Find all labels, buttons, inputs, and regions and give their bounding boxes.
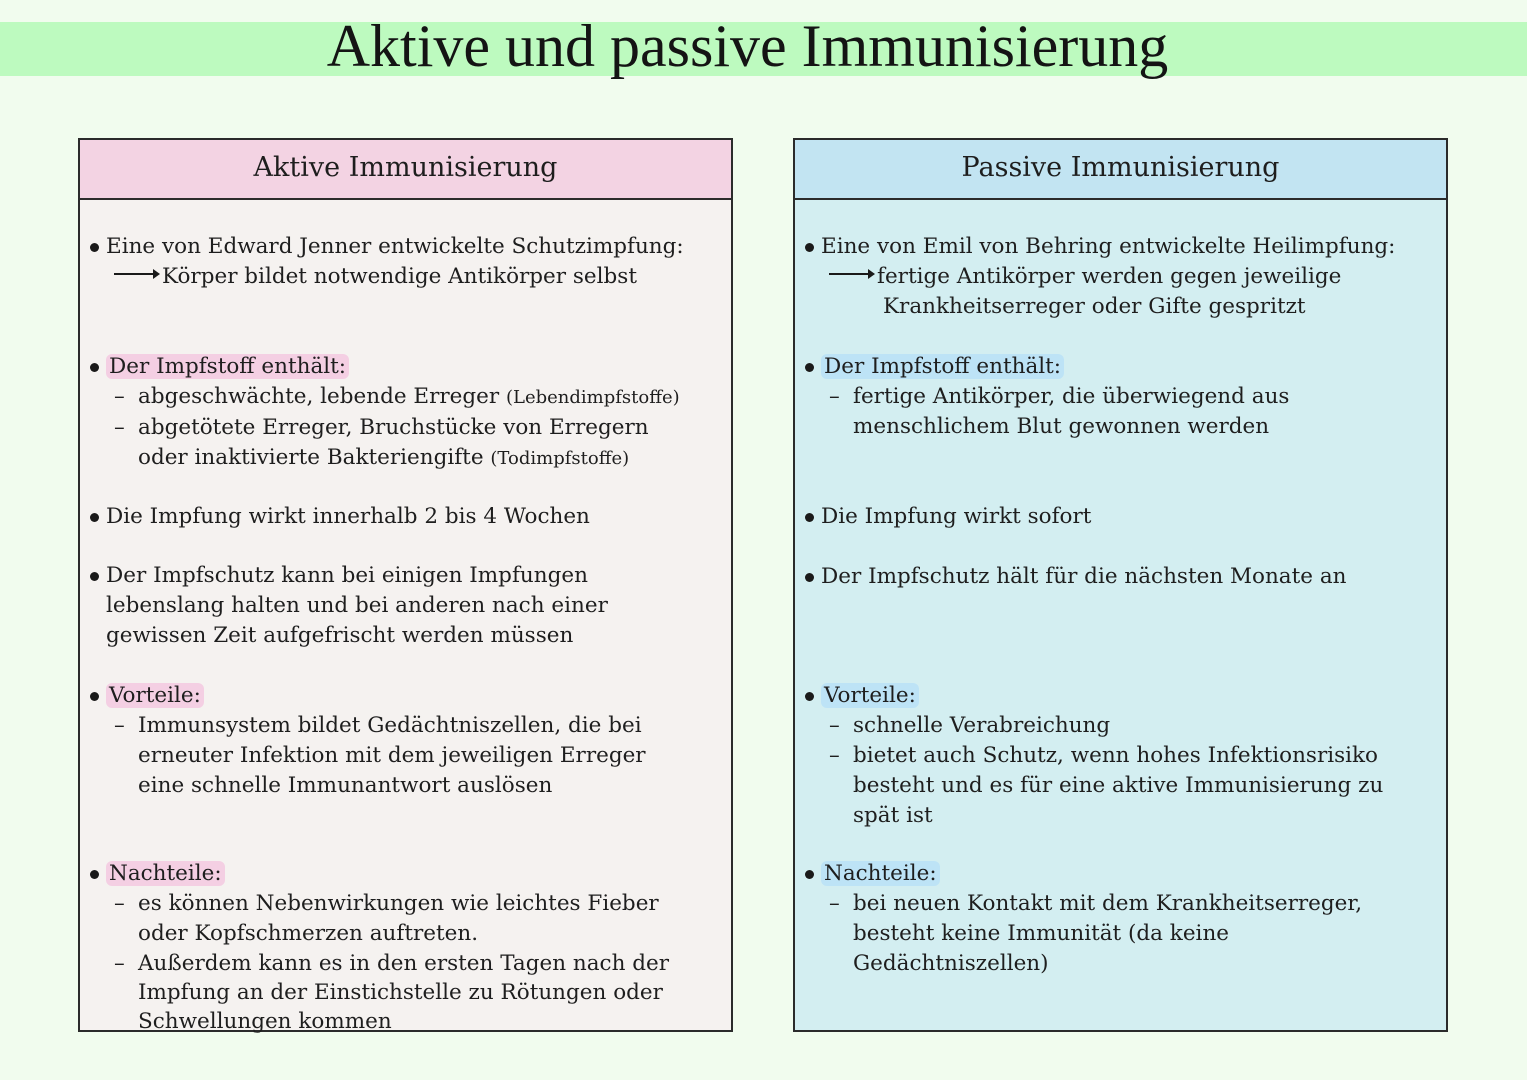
active-advantages-heading: Vorteile: xyxy=(106,683,204,708)
active-disadvantages-item-1-line-2: oder Kopfschmerzen auftreten. xyxy=(138,921,479,946)
passive-advantages-item-1-text: schnelle Verabreichung xyxy=(853,713,1111,738)
active-onset-text: Die Impfung wirkt innerhalb 2 bis 4 Wochen xyxy=(88,502,727,532)
active-vaccine-item-1-text: abgeschwächte, lebende Erreger xyxy=(138,384,500,409)
active-duration xyxy=(88,561,727,651)
active-disadvantages-heading-line xyxy=(88,859,727,889)
passive-advantages-heading-line xyxy=(803,681,1442,711)
page-title: Aktive und passive Immunisierung xyxy=(326,13,1169,79)
active-disadvantages-item-2 xyxy=(88,949,727,978)
active-vaccine-item-2 xyxy=(88,413,727,443)
active-disadvantages-heading: Nachteile: xyxy=(106,861,225,886)
active-vaccine-section xyxy=(88,352,727,474)
passive-vaccine-section xyxy=(803,352,1442,442)
passive-intro-bullet: Eine von Emil von Behring entwickelte Heilimpfung: xyxy=(803,232,1442,262)
active-advantages xyxy=(88,681,727,801)
passive-vaccine-item-1-line-2: menschlichem Blut gewonnen werden xyxy=(853,414,1270,439)
active-immunization-panel xyxy=(78,138,733,1032)
active-vaccine-heading: Der Impfstoff enthält: xyxy=(106,354,349,379)
active-vaccine-item-1 xyxy=(88,382,727,413)
passive-panel-header: Passive Immunisierung xyxy=(795,140,1446,200)
active-vaccine-item-1-note: (Lebendimpfstoffe) xyxy=(505,387,680,408)
active-disadvantages xyxy=(88,859,727,1036)
passive-intro-arrow-line xyxy=(803,262,1442,292)
active-disadvantages-item-2-line-1: Außerdem kann es in den ersten Tagen nach der xyxy=(138,951,670,976)
passive-advantages xyxy=(803,681,1442,831)
active-intro-arrow-line xyxy=(88,262,727,292)
active-intro-arrow-text: Körper bildet notwendige Antikörper selbst xyxy=(162,264,637,289)
active-disadvantages-item-2-line-3: Schwellungen kommen xyxy=(138,1009,392,1034)
passive-disadvantages-heading-line xyxy=(803,859,1442,889)
active-advantages-item xyxy=(88,711,727,741)
active-duration-line-1: Der Impfschutz kann bei einigen Impfungen xyxy=(88,561,727,591)
passive-disadvantages xyxy=(803,859,1442,979)
passive-disadvantages-line-3: Gedächtniszellen) xyxy=(853,951,1049,976)
passive-vaccine-item-1-line-1: fertige Antikörper, die überwiegend aus xyxy=(853,384,1290,409)
passive-onset xyxy=(803,502,1442,532)
passive-intro-arrow-text-1: fertige Antikörper werden gegen jeweilige xyxy=(877,264,1342,289)
active-vaccine-item-2-note: (Todimpfstoffe) xyxy=(490,448,630,469)
active-onset xyxy=(88,502,727,532)
passive-advantages-item-2-line-1: bietet auch Schutz, wenn hohes Infektionsrisiko xyxy=(853,743,1378,768)
active-disadvantages-item-1 xyxy=(88,889,727,919)
active-vaccine-heading-line xyxy=(88,352,727,382)
passive-advantages-item-1 xyxy=(803,711,1442,741)
active-advantages-line-1: Immunsystem bildet Gedächtniszellen, die bei xyxy=(138,713,642,738)
passive-disadvantages-line-1: bei neuen Kontakt mit dem Krankheitserreger, xyxy=(853,891,1363,916)
passive-vaccine-heading: Der Impfstoff enthält: xyxy=(821,354,1064,379)
passive-disadvantages-item xyxy=(803,889,1442,919)
passive-intro xyxy=(803,232,1442,322)
active-duration-line-3: gewissen Zeit aufgefrischt werden müssen xyxy=(106,623,574,648)
passive-onset-text: Die Impfung wirkt sofort xyxy=(803,502,1442,532)
passive-intro-arrow-text-2: Krankheitserreger oder Gifte gespritzt xyxy=(883,294,1306,319)
active-panel-header: Aktive Immunisierung xyxy=(80,140,731,200)
active-advantages-line-3: eine schnelle Immunantwort auslösen xyxy=(138,773,553,798)
active-disadvantages-item-2-line-2: Impfung an der Einstichstelle zu Rötungen oder xyxy=(138,980,663,1005)
passive-vaccine-item-1 xyxy=(803,382,1442,412)
active-intro-bullet: Eine von Edward Jenner entwickelte Schutzimpfung: xyxy=(88,232,727,262)
active-advantages-heading-line xyxy=(88,681,727,711)
passive-advantages-heading: Vorteile: xyxy=(821,683,919,708)
passive-advantages-item-2 xyxy=(803,741,1442,771)
passive-duration-text: Der Impfschutz hält für die nächsten Monate an xyxy=(803,562,1442,592)
active-duration-line-2: lebenslang halten und bei anderen nach einer xyxy=(106,593,608,618)
passive-disadvantages-heading: Nachteile: xyxy=(821,861,940,886)
active-advantages-line-2: erneuter Infektion mit dem jeweiligen Erreger xyxy=(138,743,646,768)
active-vaccine-item-2-line-2: oder inaktivierte Bakteriengifte xyxy=(138,445,484,470)
passive-advantages-item-2-line-3: spät ist xyxy=(853,803,933,828)
passive-vaccine-heading-line xyxy=(803,352,1442,382)
arrow-icon xyxy=(114,273,158,275)
passive-duration xyxy=(803,562,1442,592)
active-vaccine-item-2-cont xyxy=(88,443,727,474)
arrow-icon xyxy=(829,273,873,275)
passive-immunization-panel xyxy=(793,138,1448,1032)
passive-advantages-item-2-line-2: besteht und es für eine aktive Immunisierung zu xyxy=(853,773,1384,798)
active-disadvantages-item-1-line-1: es können Nebenwirkungen wie leichtes Fieber xyxy=(138,891,659,916)
active-vaccine-item-2-line-1: abgetötete Erreger, Bruchstücke von Erregern xyxy=(138,415,649,440)
active-intro xyxy=(88,232,727,292)
passive-disadvantages-line-2: besteht keine Immunität (da keine xyxy=(853,921,1230,946)
